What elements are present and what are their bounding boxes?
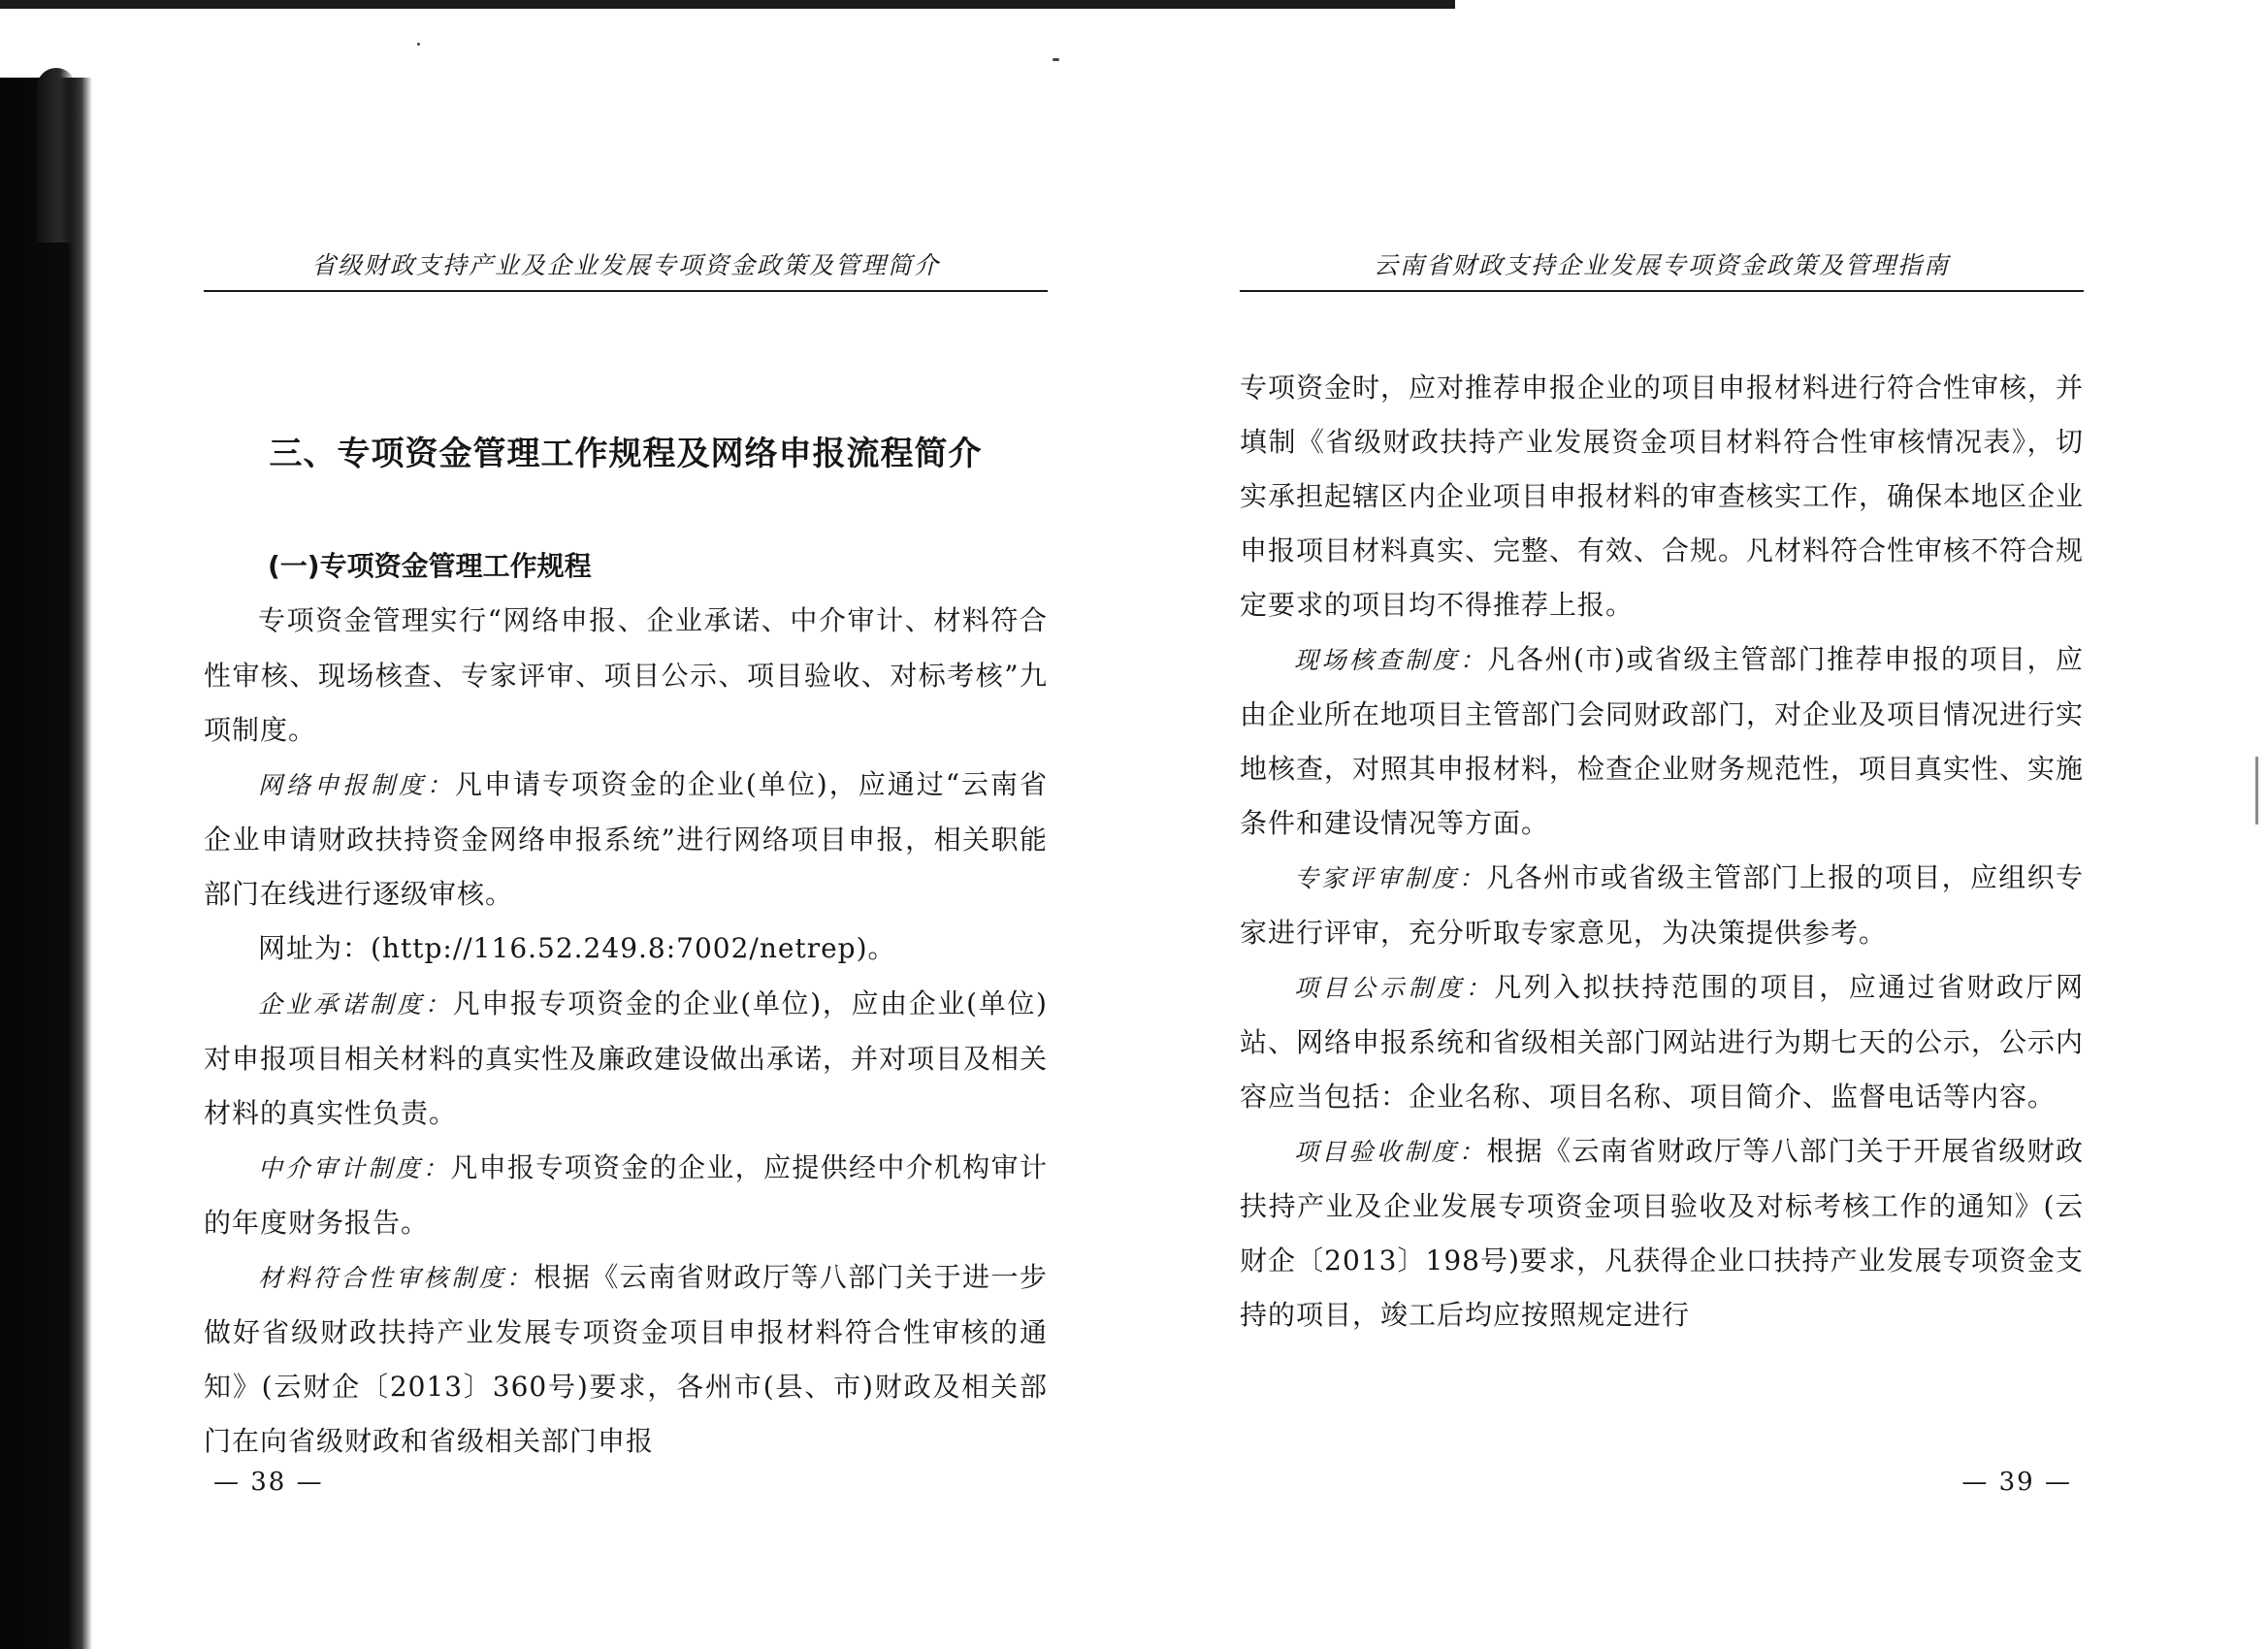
paragraph (204, 758, 1048, 922)
right-page (1240, 0, 2084, 1649)
subsection-title: (一)专项资金管理工作规程 (268, 550, 592, 582)
paragraph-text: 凡各州市或省级主管部门上报的项目，应组织专家进行评审，充分听取专家意见，为决策提供参考。 (1240, 861, 2084, 949)
paragraph-text: 根据《云南省财政厅等八部门关于开展省级财政扶持产业及企业发展专项资金项目验收及对标考核工作的通知》(云财企〔2013〕198号)要求，凡获得企业口扶持产业发展专项资金支持的项目，竣工后均应按照规定进行 (1240, 1135, 2084, 1331)
section-title: 三、专项资金管理工作规程及网络申报流程简介 (269, 435, 983, 473)
paragraph-text: 根据《云南省财政厅等八部门关于进一步做好省级财政扶持产业发展专项资金项目申报材料符合性审核的通知》(云财企〔2013〕360号)要求，各州市(县、市)财政及相关部门在向省级财政和省级相关部门申报 (204, 1261, 1048, 1457)
body-text (204, 594, 1048, 1467)
paragraph (204, 1141, 1048, 1250)
paragraph-text: 凡申报专项资金的企业，应提供经中介机构审计的年度财务报告。 (204, 1151, 1048, 1239)
paragraph-continuation: 专项资金时，应对推荐申报企业的项目申报材料进行符合性审核，并填制《省级财政扶持产业发展资金项目材料符合性审核情况表》，切实承担起辖区内企业项目申报材料的审查核实工作，确保本地区企业申报项目材料真实、完整、有效、合规。凡材料符合性审核不符合规定要求的项目均不得推荐上报。 (1240, 372, 2085, 621)
paragraph-text: 凡申请专项资金的企业(单位)，应通过“云南省企业申请财政扶持资金网络申报系统”进行网络项目申报，相关职能部门在线进行逐级审核。 (204, 768, 1048, 910)
scan-speck (1053, 58, 1059, 61)
paragraph-lead: 企业承诺制度： (258, 990, 453, 1018)
paragraph (1240, 632, 2084, 851)
paragraph (204, 922, 1048, 977)
paragraph (1240, 1124, 2084, 1342)
paragraph (1240, 960, 2084, 1124)
header-rule (1240, 290, 2084, 292)
paragraph-lead: 专家评审制度： (1294, 864, 1487, 892)
paragraph-lead: 项目验收制度： (1294, 1138, 1487, 1166)
paragraph (204, 594, 1048, 758)
header-rule (204, 290, 1048, 292)
scan-binding-notch (37, 68, 76, 242)
paragraph (204, 1250, 1048, 1469)
paragraph-lead: 现场核查制度： (1294, 646, 1488, 674)
scan-edge-line (2255, 757, 2258, 824)
page-number: — 38 — (213, 1468, 324, 1497)
paragraph-text: 凡各州(市)或省级主管部门推荐申报的项目，应由企业所在地项目主管部门会同财政部门，对企业及项目情况进行实地核查，对照其申报材料，检查企业财务规范性，项目真实性、实施条件和建设情况等方面。 (1240, 643, 2085, 839)
paragraph (1240, 851, 2084, 960)
page-number: — 39 — (1961, 1468, 2072, 1497)
paragraph-lead: 项目公示制度： (1294, 974, 1495, 1002)
paragraph-text: 专项资金管理实行“网络申报、企业承诺、中介审计、材料符合性审核、现场核查、专家评审、项目公示、项目验收、对标考核”九项制度。 (204, 604, 1048, 746)
paragraph (204, 977, 1048, 1141)
running-header: 省级财政支持产业及企业发展专项资金政策及管理简介 (310, 251, 940, 279)
paragraph-lead: 网络申报制度： (258, 771, 455, 799)
paragraph-lead: 中介审计制度： (258, 1154, 451, 1182)
paragraph-text: 凡列入拟扶持范围的项目，应通过省财政厅网站、网络申报系统和省级相关部门网站进行为期七天的公示，公示内容应当包括：企业名称、项目名称、项目简介、监督电话等内容。 (1240, 971, 2085, 1113)
left-page (204, 0, 1048, 1649)
body-text (1240, 361, 2084, 1457)
scan-binding-shadow (0, 78, 92, 1649)
paragraph-text: 凡申报专项资金的企业(单位)，应由企业(单位)对申报项目相关材料的真实性及廉政建设做出承诺，并对项目及相关材料的真实性负责。 (204, 987, 1049, 1129)
paragraph-lead: 材料符合性审核制度： (258, 1264, 535, 1292)
url-text: 网址为：(http://116.52.249.8:7002/netrep)。 (258, 932, 896, 964)
running-header: 云南省财政支持企业发展专项资金政策及管理指南 (1373, 251, 1950, 279)
